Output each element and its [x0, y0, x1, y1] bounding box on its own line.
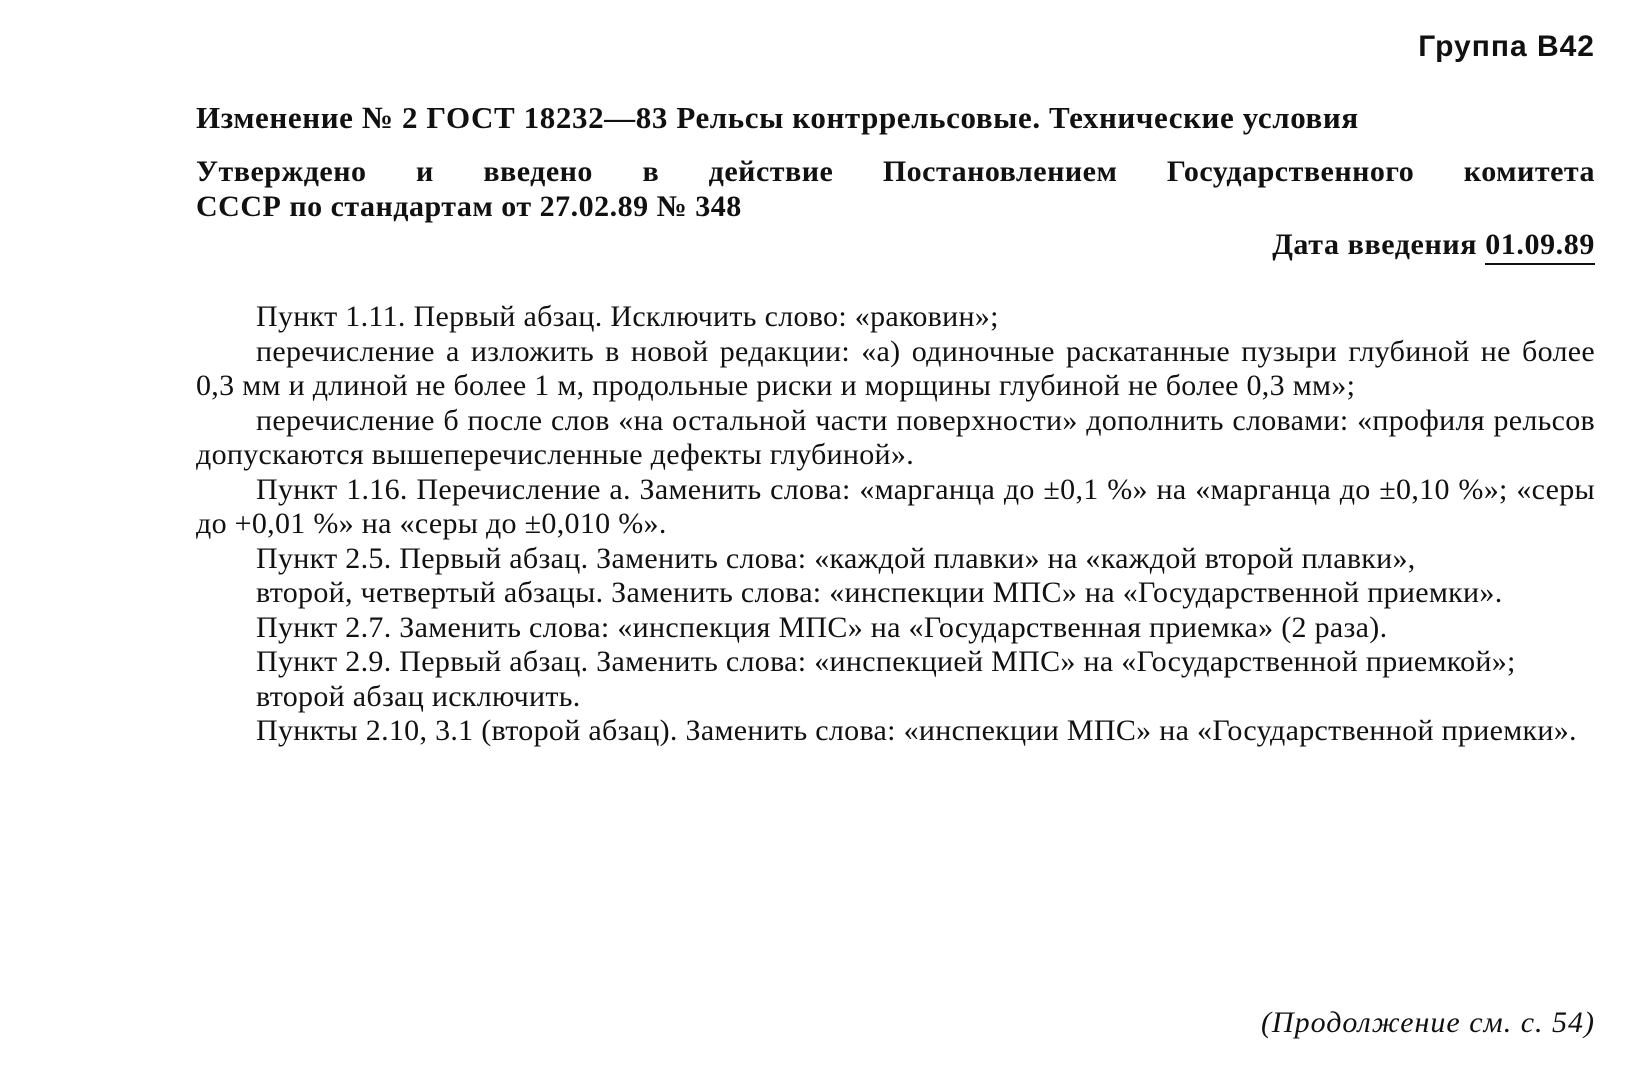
paragraph: Пункт 1.16. Перечисление а. Заменить слова: «марганца до ±0,1 %» на «марганца до ±0,10 %»; «серы до +0,01 %» на «серы до ±0,010 %». — [196, 472, 1595, 540]
paragraph: второй, четвертый абзацы. Заменить слова: «инспекции МПС» на «Государственной приемки». — [256, 576, 1503, 609]
document-title: Изменение № 2 ГОСТ 18232—83 Рельсы контррельсовые. Технические условия — [196, 100, 1359, 135]
paragraph: Пункт 2.5. Первый абзац. Заменить слова: «каждой плавки» на «каждой второй плавки», — [256, 541, 1416, 575]
approval-statement — [196, 154, 1595, 224]
paragraph: второй абзац исключить. — [256, 679, 581, 713]
paragraph: перечисление а изложить в новой редакции: «а) одиночные раскатанные пузыри глубиной не более 0,3 мм и длиной не более 1 м, продольные риски и морщины глубиной не более 0,3 мм»; — [196, 334, 1595, 402]
group-code: Группа В42 — [1418, 30, 1595, 63]
paragraph: Пункт 1.11. Первый абзац. Исключить слово: «раковин»; — [256, 300, 999, 333]
document-body — [196, 300, 1595, 749]
paragraph: перечисление б после слов «на остальной части поверхности» дополнить словами: «профиля рельсов допускаются вышеперечисленные дефекты глубиной». — [196, 403, 1595, 471]
continuation-note: (Продолжение см. с. 54) — [1260, 1006, 1595, 1039]
paragraph: Пункты 2.10, 3.1 (второй абзац). Заменить слова: «инспекции МПС» на «Государственной приемки». — [256, 714, 1577, 747]
paragraph: Пункт 2.7. Заменить слова: «инспекция МПС» на «Государственная приемка» (2 раза). — [256, 610, 1388, 644]
approval-line-1: Утверждено и введено в действие Постановлением Государственного комитета — [196, 155, 1595, 188]
date-value: 01.09.89 — [1485, 228, 1595, 265]
date-label: Дата введения — [1272, 228, 1478, 261]
effective-date — [1272, 228, 1595, 262]
approval-line-2: СССР по стандартам от 27.02.89 № 348 — [196, 190, 742, 223]
paragraph: Пункт 2.9. Первый абзац. Заменить слова: «инспекцией МПС» на «Государственной приемкой»; — [256, 645, 1516, 678]
